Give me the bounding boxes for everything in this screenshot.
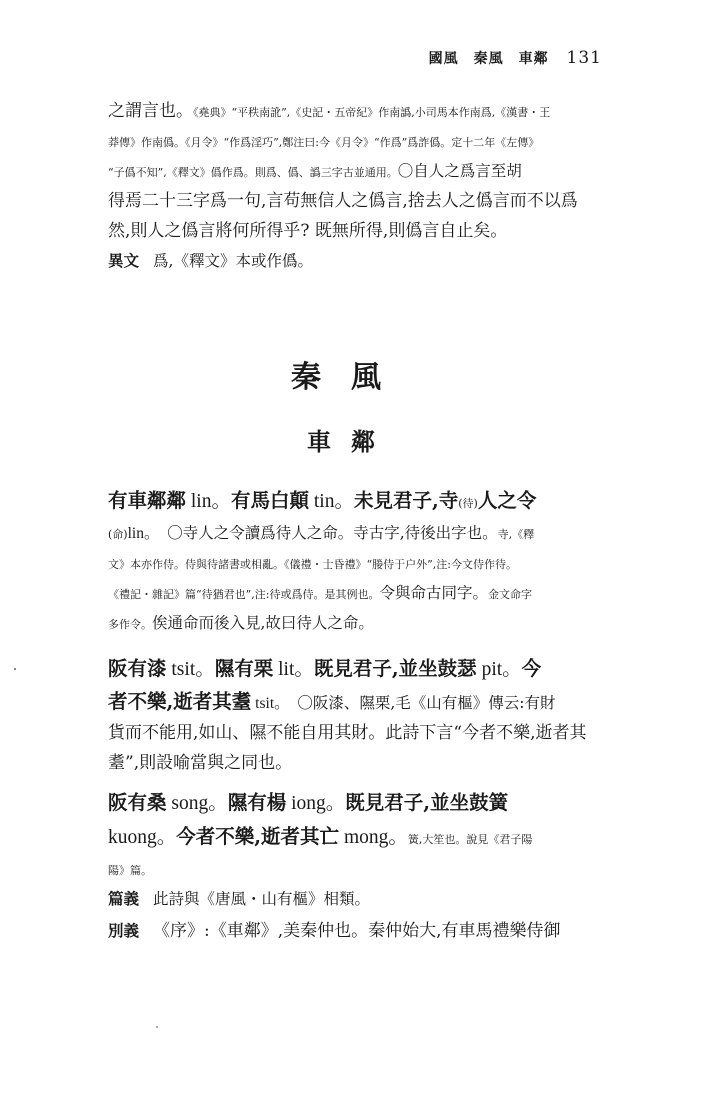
scan-speck [156, 1026, 158, 1028]
running-header [429, 48, 602, 68]
text-line: 陽》篇。 [108, 864, 152, 877]
text-line: 多作令。俟通命而後入見,故曰待人之命。 [108, 614, 374, 632]
bieyi-note: 別義 《序》:《車鄰》,美秦仲也。秦仲始大,有車馬禮樂侍御 [108, 921, 561, 941]
scan-speck [14, 668, 16, 670]
top-commentary [108, 96, 604, 276]
text-line: 貨而不能用,如山、隰不能自用其財。此詩下言“今者不樂,逝者其 [108, 723, 587, 743]
pianyi-note: 篇義 此詩與《唐風・山有樞》相類。 [108, 889, 371, 908]
poem-title: 車鄰 [307, 427, 395, 456]
yiwen-tag: 異文 [108, 251, 140, 270]
verse-line: kuong。今者不樂,逝者其亡 mong。簧,大笙也。說見《君子陽 [108, 825, 533, 848]
stanza-3 [108, 786, 604, 884]
verse-line: 阪有漆 tsit。隰有栗 lit。既見君子,並坐鼓瑟 pit。今 [108, 657, 542, 680]
text-line: (命)lin。 〇寺人之令讀爲待人之命。寺古字,待後出字也。寺,《釋 [108, 524, 535, 542]
bieyi-tag: 別義 [108, 921, 140, 940]
verse-line: 者不樂,逝者其耋 tsit。 〇阪漆、隰栗,毛《山有樞》傳云:有財 [108, 690, 556, 713]
page-number: 131 [566, 48, 602, 68]
text-line: 莽傳》作南僞。《月令》“作爲淫巧”,鄭注曰:今《月令》“作爲”爲詐僞。定十二年《左傳》 [108, 136, 540, 149]
text-line: 之謂言也。《堯典》“平秩南訛”,《史記・五帝紀》作南譌,小司馬本作南爲,《漢書・王 [108, 101, 551, 121]
stanza-1 [108, 484, 604, 638]
text-line: 耋”,則設喻當與之同也。 [108, 753, 293, 773]
running-title: 國風 秦風 車鄰 [428, 51, 549, 67]
text-line: “子僞不知”,《釋文》僞作爲。則爲、僞、譌三字古並通用。〇自人之爲言至胡 [108, 162, 522, 180]
section-title: 秦風 [291, 360, 411, 395]
stanza-2 [108, 652, 604, 778]
verse-line: 阪有桑 song。隰有楊 iong。既見君子,並坐鼓簧 [108, 791, 509, 814]
text-line: 《禮記・雜記》篇“待猶君也”,注:待或爲侍。是其例也。令與命古同字。金文命字 [108, 584, 532, 602]
yiwen-note: 異文 爲,《釋文》本或作僞。 [108, 251, 313, 270]
text-line: 得焉二十三字爲一句,言苟無信人之僞言,捨去人之僞言而不以爲 [108, 191, 578, 211]
text-line: 然,則人之僞言將何所得乎? 既無所得,則僞言自止矣。 [108, 221, 508, 241]
pianyi-tag: 篇義 [108, 889, 140, 908]
text-line: 文》本亦作侍。侍與待諸書或相亂。《儀禮・士昏禮》“媵侍于户外”,注:今文侍作待。 [108, 558, 517, 571]
verse-line: 有車鄰鄰 lin。有馬白顛 tin。未見君子,寺(待)人之令 [108, 489, 537, 512]
